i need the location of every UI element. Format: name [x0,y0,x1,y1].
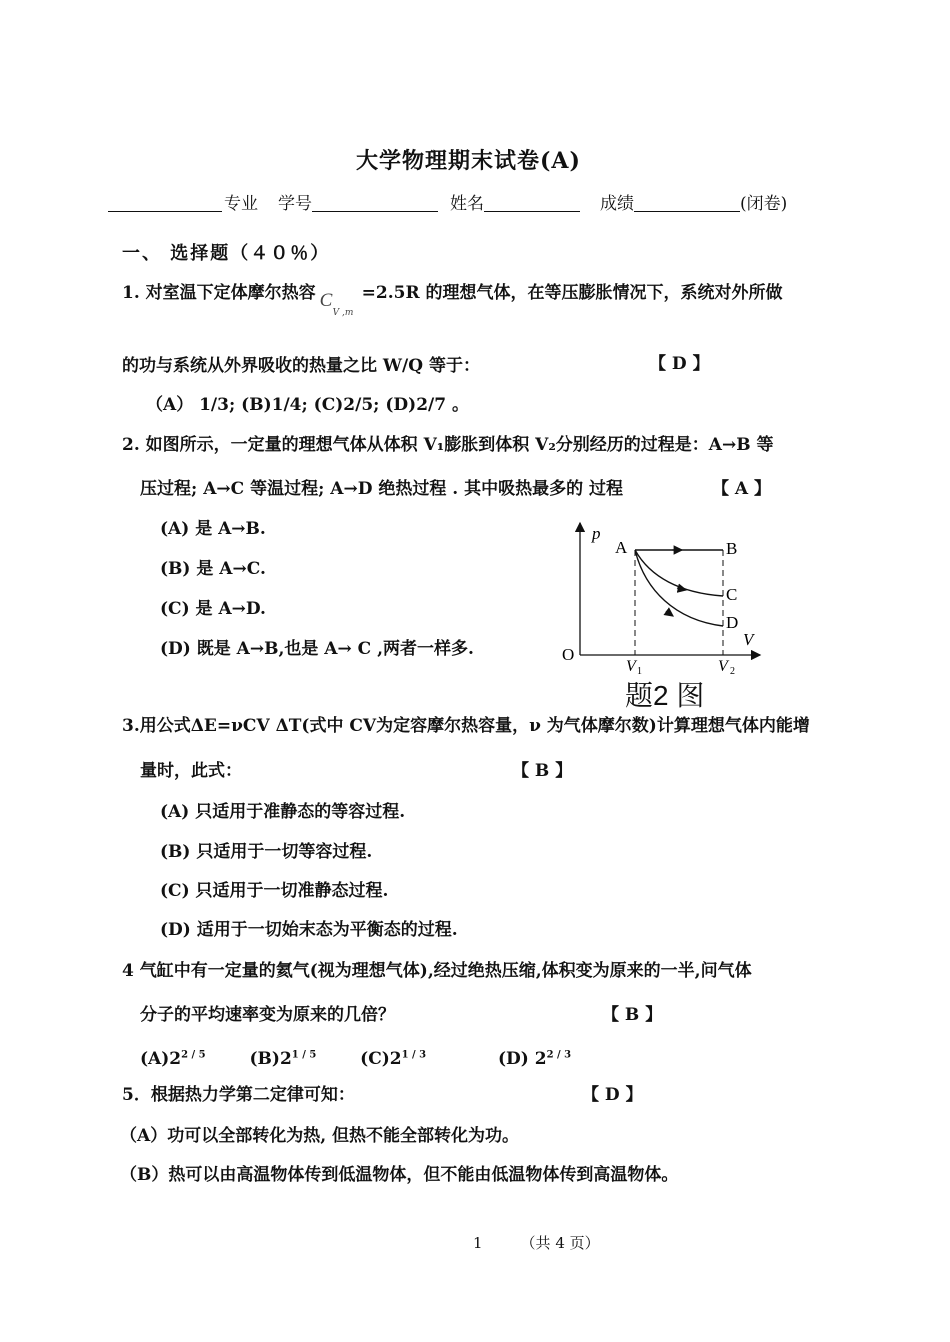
q2-line1: 2. 如图所示，一定量的理想气体从体积 V₁膨胀到体积 V₂分别经历的过程是：A→B 等 [122,435,774,455]
name-label: 姓名 [450,194,484,214]
name-blank[interactable] [484,194,580,212]
header-line [108,193,787,215]
q2-answer: 【 A 】 [712,479,772,499]
id-label: 学号 [278,194,312,214]
score-blank[interactable] [634,194,740,212]
q4-options [140,1044,571,1070]
q3-line1: 3.用公式ΔE=νCV ΔT(式中 CV为定容摩尔热容量，ν 为气体摩尔数)计算理想气体内能增 [122,716,810,736]
q1-symbol: C V ,m [319,290,354,318]
q5-option-b: （B）热可以由高温物体传到低温物体，但不能由低温物体传到高温物体。 [120,1165,679,1185]
q4-option-a: $(A)2^{2 / 5}$ [140,1048,206,1069]
section-heading: 一、 选择题（４０％） [122,243,331,264]
q2-option-a: (A) 是 A→B. [160,519,266,539]
page-title: 大学物理期末试卷(A) [356,148,581,174]
score-label: 成绩 [600,194,634,214]
q2-option-c: (C) 是 A→D. [160,599,266,619]
q2-option-d: (D) 既是 A→B,也是 A→ C ,两者一样多. [160,639,474,659]
major-blank[interactable] [108,194,222,212]
point-b-label: B [726,539,738,558]
pv-diagram [555,515,775,685]
v1-label: V [626,658,636,675]
q3-option-c: (C) 只适用于一切准静态过程. [160,881,389,901]
q5-option-a: （A）功可以全部转化为热, 但热不能全部转化为功。 [120,1126,520,1146]
q2-line2: 压过程; A→C 等温过程; A→D 绝热过程 . 其中吸热最多的 过程 [140,479,624,499]
q5-answer: 【 D 】 [582,1085,643,1105]
q1-line2: 的功与系统从外界吸收的热量之比 W/Q 等于： [122,356,480,376]
q3-line2: 量时，此式： [140,761,242,781]
q1-line1 [122,282,783,318]
major-label: 专业 [224,194,258,214]
q4-option-b: $(B)2^{1 / 5}$ [249,1048,317,1069]
isotherm-ac [635,550,723,596]
v2-subscript: 2 [730,666,735,677]
point-a-label: A [615,538,628,557]
q4-line1: 4 气缸中有一定量的氦气(视为理想气体),经过绝热压缩,体积变为原来的一半,问气体 [122,961,752,981]
q3-answer: 【 B 】 [512,761,573,781]
point-d-label: D [726,613,739,632]
adiabat-arrow [666,611,673,616]
v2-label: V [718,658,728,675]
q1-answer: 【 D 】 [649,354,710,374]
q3-option-a: (A) 只适用于准静态的等容过程. [160,802,406,822]
q5-line1: 5．根据热力学第二定律可知： [122,1085,355,1105]
q1-options: （A） 1/3; (B)1/4; (C)2/5; (D)2/7 。 [146,395,469,415]
page-total: （共 4 页） [520,1234,600,1252]
v1-subscript: 1 [637,666,642,677]
origin-label: O [562,645,575,664]
q4-answer: 【 B 】 [602,1005,663,1025]
closed-book-label: (闭卷) [740,194,788,214]
figure-caption: 题2 图 [625,680,705,711]
q4-line2: 分子的平均速率变为原来的几倍？ [140,1005,395,1025]
q4-option-c: $(C)2^{1 / 3}$ [360,1048,427,1069]
q1-text-a: 1. 对室温下定体摩尔热容 [122,283,316,303]
q3-option-d: (D) 适用于一切始末态为平衡态的过程. [160,920,458,940]
p-label: p [592,524,601,543]
v-label: V [743,630,754,649]
q1-text-b: =2.5R 的理想气体，在等压膨胀情况下，系统对外所做 [361,283,783,303]
page-footer [473,1232,600,1254]
q3-option-b: (B) 只适用于一切等容过程. [160,842,373,862]
point-c-label: C [726,585,738,604]
page-number: 1 [473,1234,483,1252]
id-blank[interactable] [312,194,438,212]
q2-option-b: (B) 是 A→C. [160,559,266,579]
q4-option-d: (D) $2^{2 / 3}$ [497,1048,572,1069]
